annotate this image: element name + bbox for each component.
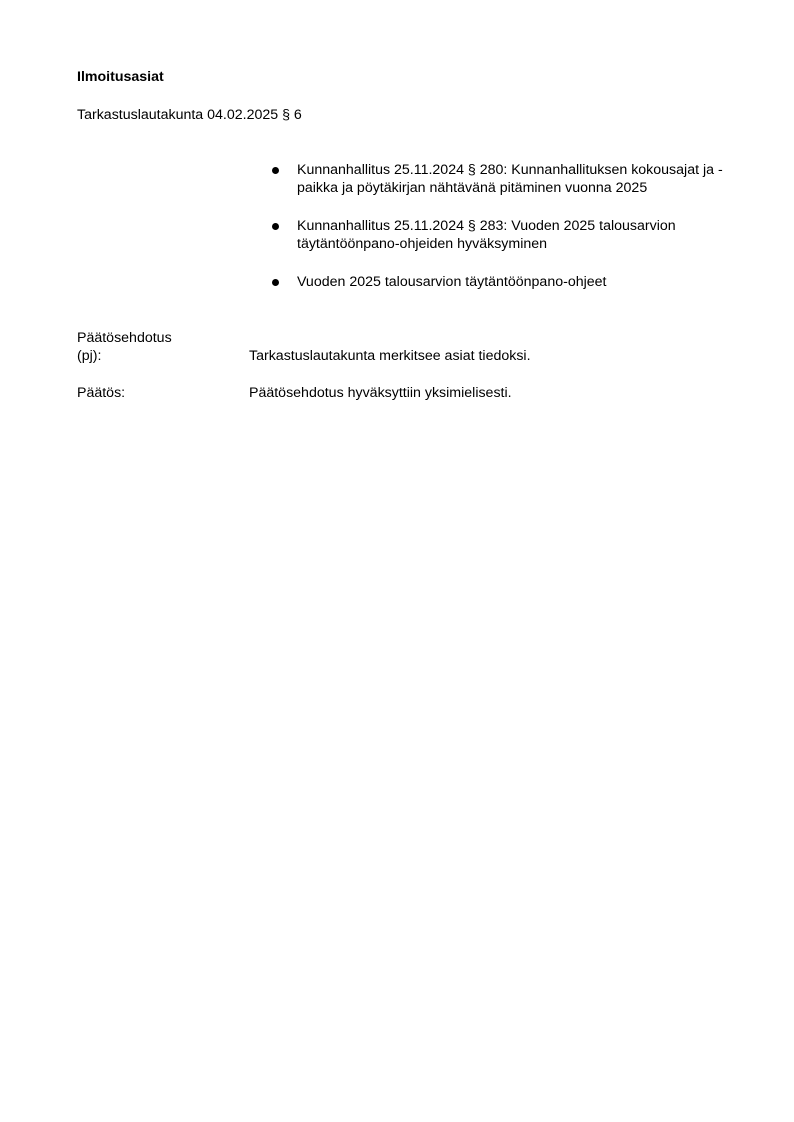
decision-text: Päätösehdotus hyväksyttiin yksimielisesti.: [249, 385, 512, 401]
notice-items-list: [260, 161, 730, 311]
decision-label: Päätös:: [77, 385, 126, 401]
bullet-icon: [272, 167, 279, 174]
proposal-label: Päätösehdotus: [77, 330, 172, 346]
list-item: [260, 217, 730, 253]
proposal-label-continuation: (pj):: [77, 348, 102, 364]
list-item-text: Kunnanhallitus 25.11.2024 § 283: Vuoden 2025 talousarvion täytäntöönpano-ohjeiden hyväksyminen: [297, 218, 676, 252]
list-item: [260, 161, 730, 197]
list-item: [260, 273, 730, 291]
bullet-icon: [272, 223, 279, 230]
section-title: Ilmoitusasiat: [77, 69, 164, 85]
meeting-reference: Tarkastuslautakunta 04.02.2025 § 6: [77, 107, 302, 123]
bullet-icon: [272, 279, 279, 286]
list-item-text: Kunnanhallitus 25.11.2024 § 280: Kunnanhallituksen kokousajat ja -paikka ja pöytäkirjan nähtävänä pitäminen vuonna 2025: [297, 162, 723, 196]
proposal-text: Tarkastuslautakunta merkitsee asiat tiedoksi.: [249, 348, 531, 364]
list-item-text: Vuoden 2025 talousarvion täytäntöönpano-ohjeet: [297, 274, 607, 290]
